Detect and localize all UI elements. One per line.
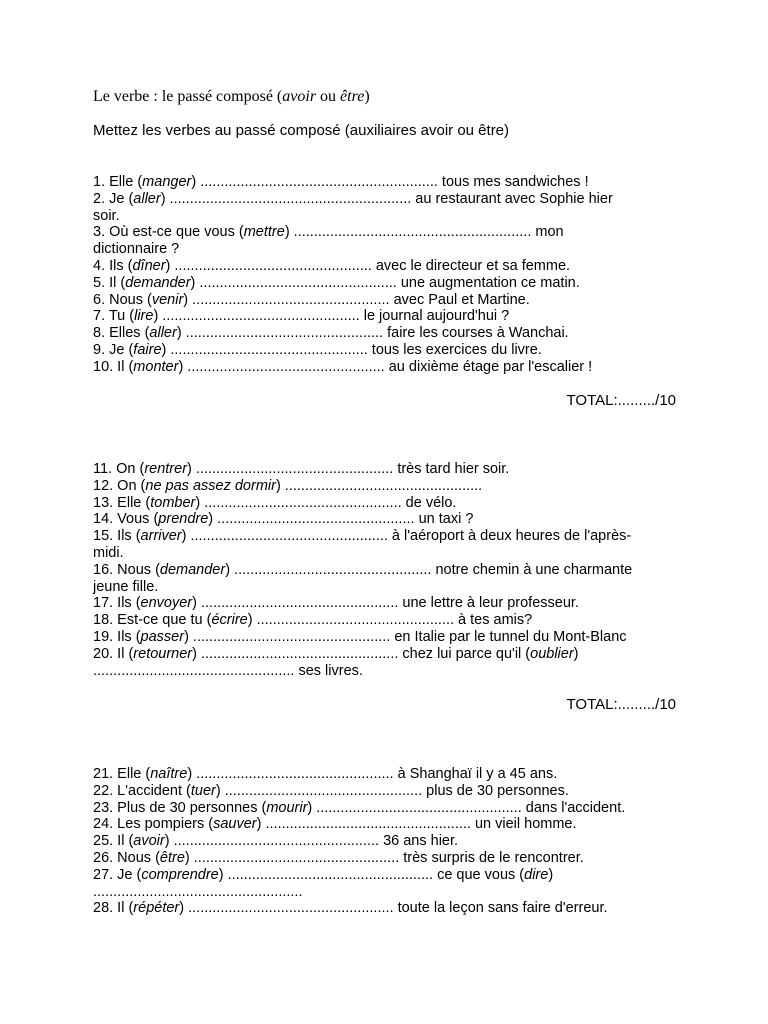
sentence-text: 21. Elle (	[93, 766, 151, 782]
exercise-line	[93, 292, 681, 309]
exercise-line	[93, 545, 681, 562]
exercise-line	[93, 900, 681, 917]
exercise-line	[93, 850, 681, 867]
sentence-text: soir.	[93, 207, 120, 224]
verb-infinitive: oublier	[530, 645, 574, 662]
title-text-ou: ou	[316, 88, 341, 105]
verb-infinitive: être	[159, 849, 185, 866]
exercise-line	[93, 478, 681, 495]
sentence-text: ) ........................................................... mon	[284, 224, 564, 241]
verb-infinitive: manger	[142, 174, 192, 190]
sentence-text: jeune fille.	[93, 578, 159, 595]
verb-infinitive: envoyer	[140, 595, 193, 612]
sentence-text: ) ................................................. en Italie par le tunnel du Mont-Blanc	[184, 628, 627, 645]
title-text-close: )	[364, 88, 370, 105]
sentence-text: 6. Nous (	[93, 291, 152, 308]
exercise-line	[93, 629, 681, 646]
sentence-text: ) ................................................... ce que vous (	[218, 866, 525, 883]
verb-infinitive: tuer	[190, 782, 216, 799]
exercise-line	[93, 867, 681, 884]
sentence-text: 18. Est-ce que tu (	[93, 612, 212, 629]
exercise-line	[93, 562, 681, 579]
exercise-line	[93, 241, 681, 258]
sentence-text: ) ................................................. le journal aujourd'hui ?	[153, 308, 510, 325]
sentence-text: ) ................................................. chez lui parce qu'il (	[192, 645, 531, 662]
exercise-line	[93, 258, 681, 275]
verb-infinitive: retourner	[133, 645, 193, 662]
sentence-text: 22. L'accident (	[93, 782, 191, 799]
sentence-text: 11. On (	[93, 461, 145, 477]
sentence-text: ) ................................................. très tard hier soir.	[187, 461, 510, 477]
exercise-line	[93, 224, 681, 241]
sentence-text: ) ................................................. à l'aéroport à deux heures de l'après-	[181, 528, 632, 545]
verb-infinitive: lire	[134, 308, 154, 325]
sentence-text: 17. Ils (	[93, 595, 141, 612]
verb-infinitive: arriver	[140, 528, 182, 545]
title-text: Le verbe : le passé composé (	[93, 88, 283, 105]
sentence-text: 12. On (	[93, 477, 146, 494]
sentence-text: ) ................................................. avec Paul et Martine.	[183, 291, 530, 308]
sentence-text: 15. Ils (	[93, 528, 141, 545]
exercise-line	[93, 783, 681, 800]
sentence-text: 9. Je (	[93, 341, 134, 358]
instructions: Mettez les verbes au passé composé (auxiliaires avoir ou être)	[93, 122, 510, 139]
exercise-line	[93, 833, 681, 850]
exercise-line	[93, 342, 681, 359]
verb-infinitive: répéter	[133, 900, 180, 917]
verb-infinitive: aller	[133, 190, 161, 207]
verb-infinitive: mourir	[266, 799, 308, 816]
verb-infinitive: monter	[133, 358, 179, 375]
sentence-text: 19. Ils (	[93, 628, 141, 645]
sentence-text: ) ................................................. une augmentation ce matin.	[190, 274, 580, 291]
exercise-line	[93, 495, 681, 512]
verb-infinitive: naître	[150, 766, 188, 782]
exercise-line	[93, 359, 681, 376]
page-title	[93, 87, 370, 107]
sentence-text: ) ................................................. tous les exercices du livre.	[161, 341, 542, 358]
verb-infinitive: tomber	[150, 494, 196, 511]
verb-infinitive: sauver	[213, 816, 257, 833]
sentence-text: 1. Elle (	[93, 174, 143, 190]
sentence-text: )	[573, 645, 579, 662]
sentence-text: ) ................................................. avec le directeur et sa femme.	[165, 257, 571, 274]
sentence-text: ) ................................................. à tes amis?	[247, 612, 533, 629]
sentence-text: 2. Je (	[93, 190, 134, 207]
exercise-block-2	[93, 461, 681, 679]
sentence-text: ) ............................................................ au restaurant avec Sophie hier	[160, 190, 613, 207]
total-score-2: TOTAL:........./10	[566, 696, 676, 713]
sentence-text: )	[548, 866, 554, 883]
sentence-text: 23. Plus de 30 personnes (	[93, 799, 267, 816]
exercise-line	[93, 595, 681, 612]
verb-infinitive: prendre	[158, 511, 209, 528]
title-avoir: avoir	[282, 88, 317, 105]
verb-infinitive: écrire	[211, 612, 248, 629]
verb-infinitive: faire	[133, 341, 162, 358]
sentence-text: ) ................................................. un taxi ?	[208, 511, 474, 528]
sentence-text: ) ................................................. plus de 30 personnes.	[215, 782, 569, 799]
verb-infinitive: dire	[524, 866, 549, 883]
exercise-line	[93, 816, 681, 833]
sentence-text: 26. Nous (	[93, 849, 160, 866]
exercise-line	[93, 511, 681, 528]
verb-infinitive: dîner	[132, 257, 166, 274]
verb-infinitive: demander	[159, 561, 226, 578]
total-score-1: TOTAL:........./10	[566, 392, 676, 409]
sentence-text: 20. Il (	[93, 645, 134, 662]
exercise-block-3	[93, 766, 681, 917]
title-etre: être	[340, 88, 365, 105]
verb-infinitive: venir	[151, 291, 184, 308]
exercise-line	[93, 325, 681, 342]
sentence-text: ) ................................................... dans l'accident.	[307, 799, 626, 816]
exercise-line	[93, 612, 681, 629]
verb-infinitive: demander	[125, 274, 191, 291]
sentence-text: ) ................................................. au dixième étage par l'escalier !	[178, 358, 593, 375]
sentence-text: 16. Nous (	[93, 561, 160, 578]
exercise-line	[93, 174, 681, 191]
exercise-line	[93, 208, 681, 225]
sentence-text: dictionnaire ?	[93, 241, 180, 258]
sentence-text: ) ................................................... très surpris de le rencontrer.	[184, 849, 584, 866]
sentence-text: ) ........................................................... tous mes sandwiches !	[191, 174, 589, 190]
sentence-text: ....................................................	[93, 883, 303, 900]
sentence-text: .................................................. ses livres.	[93, 662, 363, 679]
exercise-line	[93, 766, 681, 783]
sentence-text: ) ................................................. de vélo.	[195, 494, 457, 511]
verb-infinitive: rentrer	[144, 461, 188, 477]
verb-infinitive: aller	[149, 325, 177, 342]
exercise-line	[93, 528, 681, 545]
sentence-text: ) ................................................. faire les courses à Wanchai.	[176, 325, 569, 342]
sentence-text: ) ................................................. notre chemin à une charmante	[225, 561, 633, 578]
exercise-line	[93, 579, 681, 596]
exercise-line	[93, 308, 681, 325]
verb-infinitive: passer	[140, 628, 185, 645]
sentence-text: 13. Elle (	[93, 494, 151, 511]
sentence-text: 27. Je (	[93, 866, 142, 883]
sentence-text: 3. Où est-ce que vous (	[93, 224, 244, 241]
sentence-text: 4. Ils (	[93, 257, 133, 274]
exercise-line	[93, 663, 681, 680]
sentence-text: 7. Tu (	[93, 308, 135, 325]
sentence-text: 5. Il (	[93, 274, 126, 291]
sentence-text: ) ................................................. à Shanghaï il y a 45 ans.	[187, 766, 558, 782]
sentence-text: 24. Les pompiers (	[93, 816, 214, 833]
exercise-line	[93, 191, 681, 208]
verb-infinitive: avoir	[133, 833, 165, 850]
sentence-text: ) ................................................... 36 ans hier.	[164, 833, 459, 850]
exercise-block-1	[93, 174, 681, 376]
sentence-text: 10. Il (	[93, 358, 134, 375]
verb-infinitive: comprendre	[141, 866, 219, 883]
sentence-text: 14. Vous (	[93, 511, 159, 528]
verb-infinitive: mettre	[243, 224, 285, 241]
exercise-line	[93, 275, 681, 292]
exercise-line	[93, 800, 681, 817]
exercise-line	[93, 884, 681, 901]
sentence-text: 25. Il (	[93, 833, 134, 850]
sentence-text: ) ................................................... un vieil homme.	[256, 816, 577, 833]
sentence-text: ) .................................................	[275, 477, 483, 494]
verb-infinitive: ne pas assez dormir	[145, 477, 276, 494]
exercise-line	[93, 646, 681, 663]
sentence-text: ) ................................................. une lettre à leur professeur.	[192, 595, 579, 612]
sentence-text: 8. Elles (	[93, 325, 150, 342]
sentence-text: ) ................................................... toute la leçon sans faire d'erreur.	[179, 900, 608, 917]
exercise-line	[93, 461, 681, 478]
sentence-text: 28. Il (	[93, 900, 134, 917]
sentence-text: midi.	[93, 544, 124, 561]
